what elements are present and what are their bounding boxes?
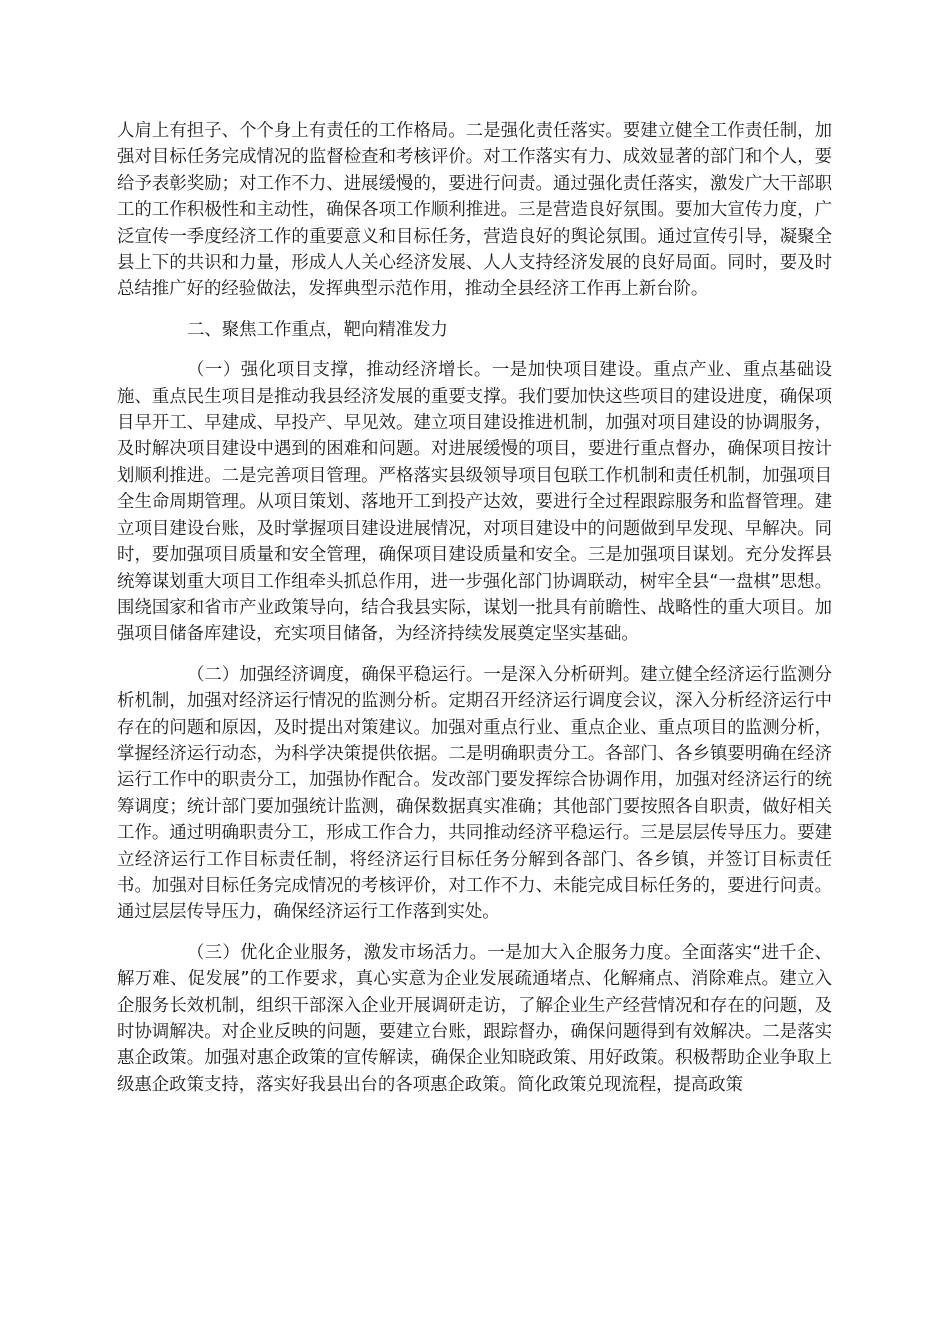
paragraph-enterprise-service: （三）优化企业服务，激发市场活力。一是加大入企服务力度。全面落实“进千企、解万难、促发展”的工作要求，真心实意为企业发展疏通堵点、化解痛点、消除难点。建立入企服务长效机制，组织干部深入企业开展调研走访，了解企业生产经营情况和存在的问题，及时协调解决。对企业反映的问题，要建立台账，跟踪督办，确保问题得到有效解决。二是落实惠企政策。加强对惠企政策的宣传解读，确保企业知晓政策、用好政策。积极帮助企业争取上级惠企政策支持，落实好我县出台的各项惠企政策。简化政策兑现流程，提高政策	[117, 942, 832, 1095]
paragraph-project-support: （一）强化项目支撑，推动经济增长。一是加快项目建设。重点产业、重点基础设施、重点民生项目是推动我县经济发展的重要支撑。我们要加快这些项目的建设进度，确保项目早开工、早建成、早投产、早见效。建立项目建设推进机制，加强对项目建设的协调服务，及时解决项目建设中遇到的困难和问题。对进展缓慢的项目，要进行重点督办，确保项目按计划顺利推进。二是完善项目管理。严格落实县级领导项目包联工作机制和责任机制，加强项目全生命周期管理。从项目策划、落地开工到投产达效，要进行全过程跟踪服务和监督管理。建立项目建设台账，及时掌握项目建设进展情况，对项目建设中的问题做到早发现、早解决。同时，要加强项目质量和安全管理，确保项目建设质量和安全。三是加强项目谋划。充分发挥县统筹谋划重大项目工作组牵头抓总作用，进一步强化部门协调联动，树牢全县“一盘棋”思想。围绕国家和省市产业政策导向，结合我县实际，谋划一批具有前瞻性、战略性的重大项目。加强项目储备库建设，充实项目储备，为经济持续发展奠定坚实基础。	[117, 360, 832, 645]
paragraph-continuation: 人肩上有担子、个个身上有责任的工作格局。二是强化责任落实。要建立健全工作责任制，加强对目标任务完成情况的监督检查和考核评价。对工作落实有力、成效显著的部门和个人，要给予表彰奖励；对工作不力、进展缓慢的，要进行问责。通过强化责任落实，激发广大干部职工的工作积极性和主动性，确保各项工作顺利推进。三是营造良好氛围。要加大宣传力度，广泛宣传一季度经济工作的重要意义和目标任务，营造良好的舆论氛围。通过宣传引导，凝聚全县上下的共识和力量，形成人人关心经济发展、人人支持经济发展的良好局面。同时，要及时总结推广好的经验做法，发挥典型示范作用，推动全县经济工作再上新台阶。	[117, 121, 832, 300]
paragraph-economic-dispatch: （二）加强经济调度，确保平稳运行。一是深入分析研判。建立健全经济运行监测分析机制，加强对经济运行情况的监测分析。定期召开经济运行调度会议，深入分析经济运行中存在的问题和原因，及时提出对策建议。加强对重点行业、重点企业、重点项目的监测分析，掌握经济运行动态，为科学决策提供依据。二是明确职责分工。各部门、各乡镇要明确在经济运行工作中的职责分工，加强协作配合。发改部门要发挥综合协调作用，加强对经济运行的统筹调度；统计部门要加强统计监测，确保数据真实准确；其他部门要按照各自职责，做好相关工作。通过明确职责分工，形成工作合力，共同推动经济平稳运行。三是层层传导压力。要建立经济运行工作目标责任制，将经济运行目标任务分解到各部门、各乡镇，并签订目标责任书。加强对目标任务完成情况的考核评价，对工作不力、未能完成目标任务的，要进行问责。通过层层传导压力，确保经济运行工作落到实处。	[117, 664, 832, 923]
document-body	[117, 118, 832, 1112]
section-heading: 二、聚焦工作重点，靶向精准发力	[187, 319, 448, 340]
